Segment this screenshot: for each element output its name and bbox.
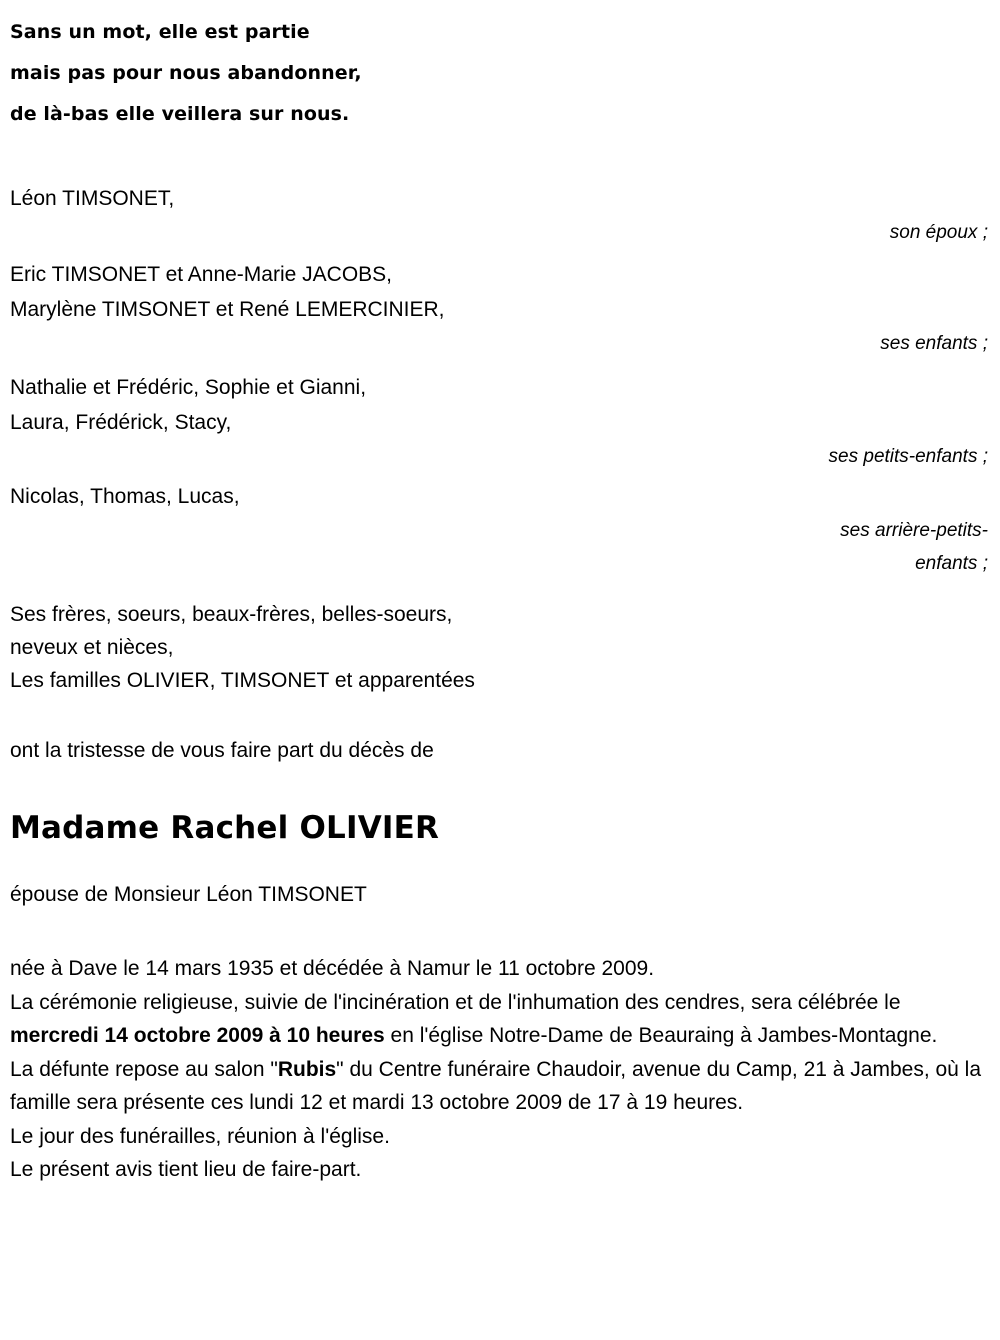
relation-label-great-grandchildren: [10, 514, 990, 580]
epitaph-line-1: Sans un mot, elle est partie: [10, 21, 310, 43]
visitation-salon-name: Rubis: [277, 1057, 337, 1081]
relation-names: Marylène TIMSONET et René LEMERCINIER,: [10, 298, 445, 321]
deceased-spouse-of: épouse de Monsieur Léon TIMSONET: [10, 883, 367, 906]
relation-label-line: ses arrière-petits-: [840, 520, 988, 541]
families-line: Les familles OLIVIER, TIMSONET et apparentées: [10, 669, 475, 692]
details-block: [0, 952, 1000, 1187]
relation-label-spouse: [10, 216, 990, 249]
epitaph-block: [0, 0, 1000, 135]
relation-label-line: son époux ;: [889, 222, 988, 243]
relation-names: Laura, Frédérick, Stacy,: [10, 411, 232, 434]
relation-names: Léon TIMSONET,: [10, 187, 175, 210]
siblings-line-2: neveux et nièces,: [10, 636, 174, 659]
relation-label-line: enfants ;: [915, 553, 988, 574]
visitation-text-pre: La défunte repose au salon ": [10, 1057, 278, 1081]
relation-group-grandchildren: [10, 370, 990, 473]
details-notice-line: Le présent avis tient lieu de faire-part.: [10, 1158, 362, 1181]
epitaph-line-3: de là-bas elle veillera sur nous.: [10, 103, 350, 125]
relation-label-grandchildren: [10, 440, 990, 473]
details-birth-death-line: née à Dave le 14 mars 1935 et décédée à Namur le 11 octobre 2009.: [10, 957, 655, 980]
relation-label-children: [10, 327, 990, 360]
ceremony-datetime: mercredi 14 octobre 2009 à 10 heures: [10, 1024, 385, 1047]
relation-names: Eric TIMSONET et Anne-Marie JACOBS,: [10, 263, 392, 286]
details-ceremony-line: [10, 986, 990, 1053]
epitaph-line-2: mais pas pour nous abandonner,: [10, 62, 362, 84]
relation-label-line: ses petits-enfants ;: [828, 446, 988, 467]
relation-names: Nathalie et Frédéric, Sophie et Gianni,: [10, 376, 367, 399]
deceased-name: Madame Rachel OLIVIER: [10, 810, 440, 846]
ceremony-text-pre: La cérémonie religieuse, suivie de l'incinération et de l'inhumation des cendres, sera célébrée le: [10, 990, 907, 1014]
relation-names: Nicolas, Thomas, Lucas,: [10, 485, 240, 508]
ceremony-text-post: en l'église Notre-Dame de Beauraing à Jambes-Montagne.: [384, 1024, 938, 1047]
relation-group-great-grandchildren: [10, 479, 990, 580]
details-visitation-line: [10, 1053, 990, 1120]
relation-label-line: ses enfants ;: [880, 333, 988, 354]
visitation-text-post: " du Centre funéraire Chaudoir, avenue du Camp, 21 à Jambes, où la famille sera présente ces lundi 12 et mardi 13 octobre 2009 de 17 à 19 heures.: [10, 1057, 987, 1114]
siblings-families-block: [0, 598, 1000, 697]
relations-block: [0, 181, 1000, 580]
details-gathering-line: Le jour des funérailles, réunion à l'église.: [10, 1124, 390, 1148]
announce-line: ont la tristesse de vous faire part du décès de: [10, 739, 434, 762]
relation-group-children: [10, 257, 990, 360]
siblings-line-1: Ses frères, soeurs, beaux-frères, belles-soeurs,: [10, 603, 453, 626]
relation-group-spouse: [10, 181, 990, 249]
